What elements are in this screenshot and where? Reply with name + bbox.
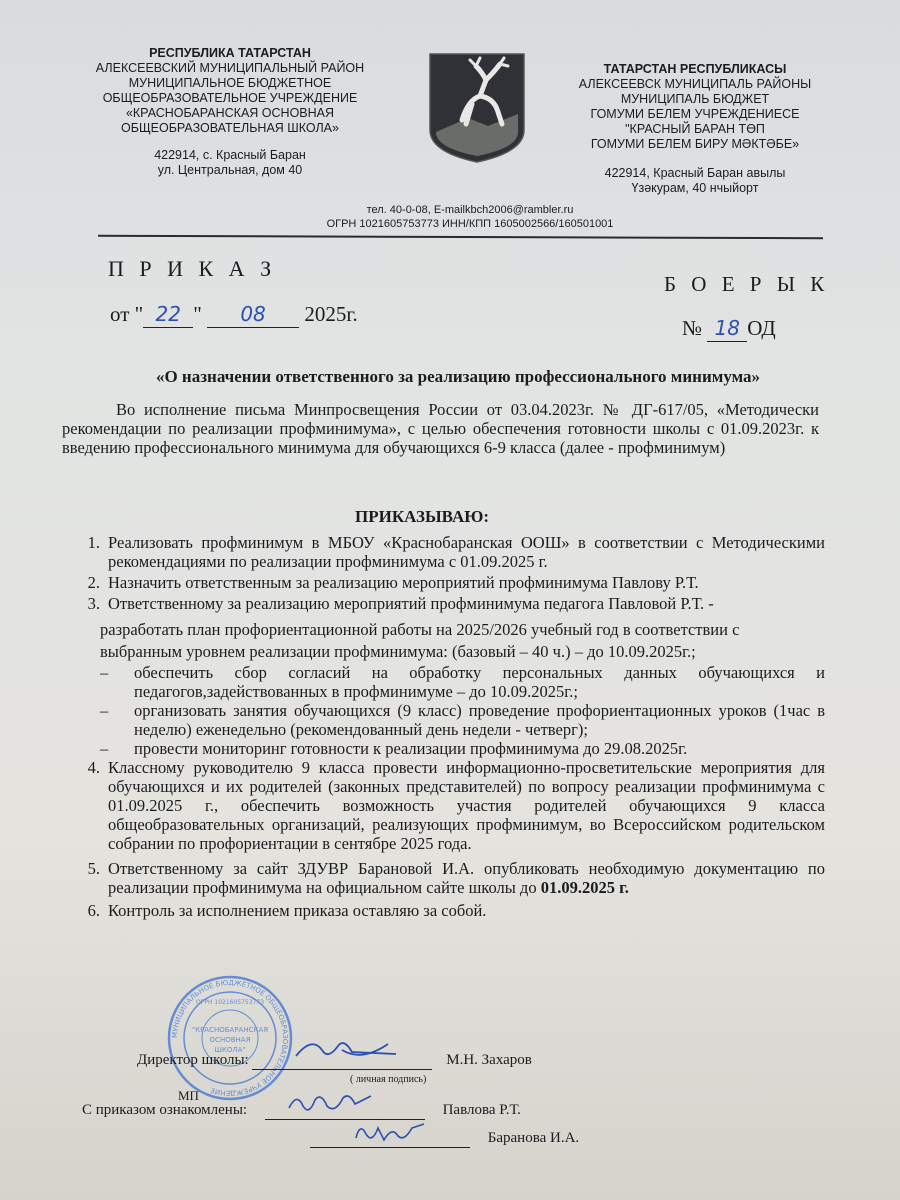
header-left-line: ОБЩЕОБРАЗОВАТЕЛЬНОЕ УЧРЕЖДЕНИЕ bbox=[102, 91, 358, 105]
item-text: Классному руководителю 9 класса провести информационно-просветительские мероприятия для обучающихся и их родителей (законных представителей) по вопросу реализации профминимума с 01.09.2025 г., обеспечить возможность участия родителей обучающихся 9 класса общеобразовательных организаций, реализующих профминимум, во Всероссийском родительском собрании по профориентации в сентябре 2025 года. bbox=[108, 758, 825, 853]
list-item bbox=[60, 573, 825, 592]
seal-center-line: "КРАСНОБАРАНСКАЯ bbox=[191, 1026, 269, 1034]
contact-phone-email: тел. 40-0-08, E-mailkbch2006@rambler.ru bbox=[366, 204, 574, 216]
header-left-address: ул. Центральная, дом 40 bbox=[157, 163, 303, 177]
signature-caption: ( личная подпись) bbox=[350, 1074, 427, 1085]
header-right-address: 422914, Красный Баран авылы bbox=[604, 166, 786, 180]
doc-type-tatar: Б О Е Р Ы К bbox=[664, 272, 830, 296]
order-title: «О назначении ответственного за реализацию профессионального минимума» bbox=[155, 367, 761, 386]
header-right-line: "КРАСНЫЙ БАРАН ТӨП bbox=[625, 122, 765, 136]
header-left-line: «КРАСНОБАРАНСКАЯ ОСНОВНАЯ bbox=[125, 106, 335, 120]
signature-baranova bbox=[350, 1118, 430, 1146]
date-year: 2025г. bbox=[304, 302, 358, 326]
date-month-blank bbox=[207, 302, 299, 328]
dash-mark: – bbox=[100, 663, 109, 682]
director-name: М.Н. Захаров bbox=[446, 1052, 532, 1068]
header-right-address: Үзәкурам, 40 нчыйорт bbox=[631, 181, 759, 195]
number-value: 18 bbox=[714, 316, 741, 340]
date-day: 22 bbox=[155, 302, 181, 326]
director-label: Директор школы: bbox=[137, 1052, 249, 1068]
sub-item bbox=[60, 663, 825, 701]
number-blank bbox=[707, 316, 747, 342]
mp-label: МП bbox=[178, 1088, 199, 1103]
item-number: 2. bbox=[87, 573, 100, 592]
sub-item bbox=[60, 701, 825, 739]
signatory-name-1: Павлова Р.Т. bbox=[442, 1102, 521, 1118]
order-number bbox=[682, 316, 776, 342]
dash-mark: – bbox=[100, 739, 109, 758]
header-left-line: ОБЩЕОБРАЗОВАТЕЛЬНАЯ ШКОЛА» bbox=[121, 121, 339, 135]
intro-paragraph: Во исполнение письма Минпросвещения России от 03.04.2023г. № ДГ-617/05, «Методически рекомендации по реализации профминимума», с целью обеспечения готовности школы с 01.09.2023г. к введению профессионального минимума для обучающихся 6-9 класса (далее - профминимум) bbox=[62, 400, 819, 457]
header-left-line: МУНИЦИПАЛЬНОЕ БЮДЖЕТНОЕ bbox=[128, 76, 332, 90]
order-items bbox=[60, 533, 825, 922]
seal-center-line: ОСНОВНАЯ bbox=[209, 1036, 251, 1044]
seal-ogrn: ОГРН 1021605753773 bbox=[195, 999, 265, 1006]
item-text: Ответственному за реализацию мероприятий профминимума педагога Павловой Р.Т. - bbox=[108, 594, 714, 613]
seal-center-line: ШКОЛА" bbox=[214, 1046, 246, 1054]
header-left-address: 422914, с. Красный Баран bbox=[154, 148, 306, 162]
header-right-line: ГОМУМИ БЕЛЕМ УЧРЕЖДЕНИЕСЕ bbox=[590, 107, 800, 121]
item-text: Реализовать профминимум в МБОУ «Краснобаранская ООШ» в соответствии с Методическими рекомендациями по реализации профминимума с 01.09.2025 г. bbox=[108, 533, 825, 571]
seal-ring-text: МУНИЦИПАЛЬНОЕ БЮДЖЕТНОЕ ОБЩЕОБРАЗОВАТЕЛЬНОЕ УЧРЕЖДЕНИЕ bbox=[170, 978, 290, 1098]
number-suffix: ОД bbox=[747, 316, 776, 340]
director-signature bbox=[292, 1032, 402, 1066]
header-divider bbox=[98, 235, 823, 240]
item-number: 1. bbox=[87, 533, 100, 552]
list-item bbox=[60, 901, 825, 920]
item-text bbox=[108, 859, 825, 897]
acquainted-row bbox=[82, 1102, 521, 1120]
sub-item-text: провести мониторинг готовности к реализации профминимума до 29.08.2025г. bbox=[134, 739, 688, 758]
doc-type-russian: П Р И К А З bbox=[108, 256, 277, 281]
header-left-line: АЛЕКСЕЕВСКИЙ МУНИЦИПАЛЬНЫЙ РАЙОН bbox=[95, 61, 365, 75]
list-item bbox=[60, 859, 825, 897]
header-right-line: ТАТАРСТАН РЕСПУБЛИКАСЫ bbox=[603, 62, 787, 76]
item-text: Контроль за исполнением приказа оставляю за собой. bbox=[108, 901, 487, 920]
header-right-line: ГОМУМИ БЕЛЕМ БИРУ МӘКТӘБЕ» bbox=[590, 137, 800, 151]
contact-info bbox=[260, 203, 680, 231]
date-day-blank bbox=[143, 302, 193, 328]
order-heading: ПРИКАЗЫВАЮ: bbox=[355, 507, 490, 526]
item-number: 5. bbox=[87, 859, 100, 878]
signature-pavlova bbox=[285, 1088, 375, 1118]
header-right-line: МУНИЦИПАЛЬ БЮДЖЕТ bbox=[620, 92, 770, 106]
item-subtext: разработать план профориентационной работы на 2025/2026 учебный год в соответствии с выбранным уровнем реализации профминимума: (базовый – 40 ч.) – до 10.09.2025г.; bbox=[100, 620, 740, 661]
header-left-russian bbox=[60, 46, 400, 178]
sub-item-text: обеспечить сбор согласий на обработку персональных данных обучающихся и педагогов,задействованных в профминимуме – до 10.09.2025г.; bbox=[134, 663, 825, 701]
header-left-line: РЕСПУБЛИКА ТАТАРСТАН bbox=[149, 46, 311, 60]
item-deadline: 01.09.2025 г. bbox=[540, 878, 629, 897]
sub-item bbox=[60, 739, 825, 758]
dash-mark: – bbox=[100, 701, 109, 720]
acquainted-row-2 bbox=[310, 1130, 579, 1148]
director-signature-row bbox=[137, 1052, 532, 1070]
signature-line-2 bbox=[310, 1130, 470, 1148]
director-signature-line bbox=[252, 1052, 432, 1070]
header-right-line: АЛЕКСЕЕВСК МУНИЦИПАЛЬ РАЙОНЫ bbox=[578, 77, 812, 91]
item-number: 4. bbox=[87, 758, 100, 777]
coat-of-arms-emblem bbox=[428, 52, 526, 164]
list-item bbox=[60, 758, 825, 853]
item-number: 3. bbox=[87, 594, 100, 613]
item-text-main: Ответственному за сайт ЗДУВР Барановой И.А. опубликовать необходимую документацию по реализации профминимума на официальном сайте школы до bbox=[108, 859, 825, 897]
item-text: Назначить ответственным за реализацию мероприятий профминимума Павлову Р.Т. bbox=[108, 573, 699, 592]
order-date bbox=[110, 302, 358, 328]
contact-ogrn-inn: ОГРН 1021605753773 ИНН/КПП 1605002566/160501001 bbox=[326, 218, 614, 230]
list-item bbox=[60, 533, 825, 571]
sub-item-text: организовать занятия обучающихся (9 класс) проведение профориентационных уроков (1час в неделю) еженедельно (рекомендованный день недели - четверг); bbox=[134, 701, 825, 739]
list-item bbox=[60, 594, 825, 613]
date-quote: " bbox=[193, 302, 202, 326]
number-prefix: № bbox=[682, 316, 703, 340]
date-month: 08 bbox=[240, 302, 266, 326]
signatory-name-2: Баранова И.А. bbox=[487, 1130, 580, 1146]
header-right-tatar bbox=[565, 62, 825, 196]
date-prefix: от " bbox=[110, 302, 144, 326]
item-number: 6. bbox=[87, 901, 100, 920]
acquainted-label: С приказом ознакомлены: bbox=[82, 1102, 248, 1118]
school-seal-stamp bbox=[166, 974, 294, 1102]
